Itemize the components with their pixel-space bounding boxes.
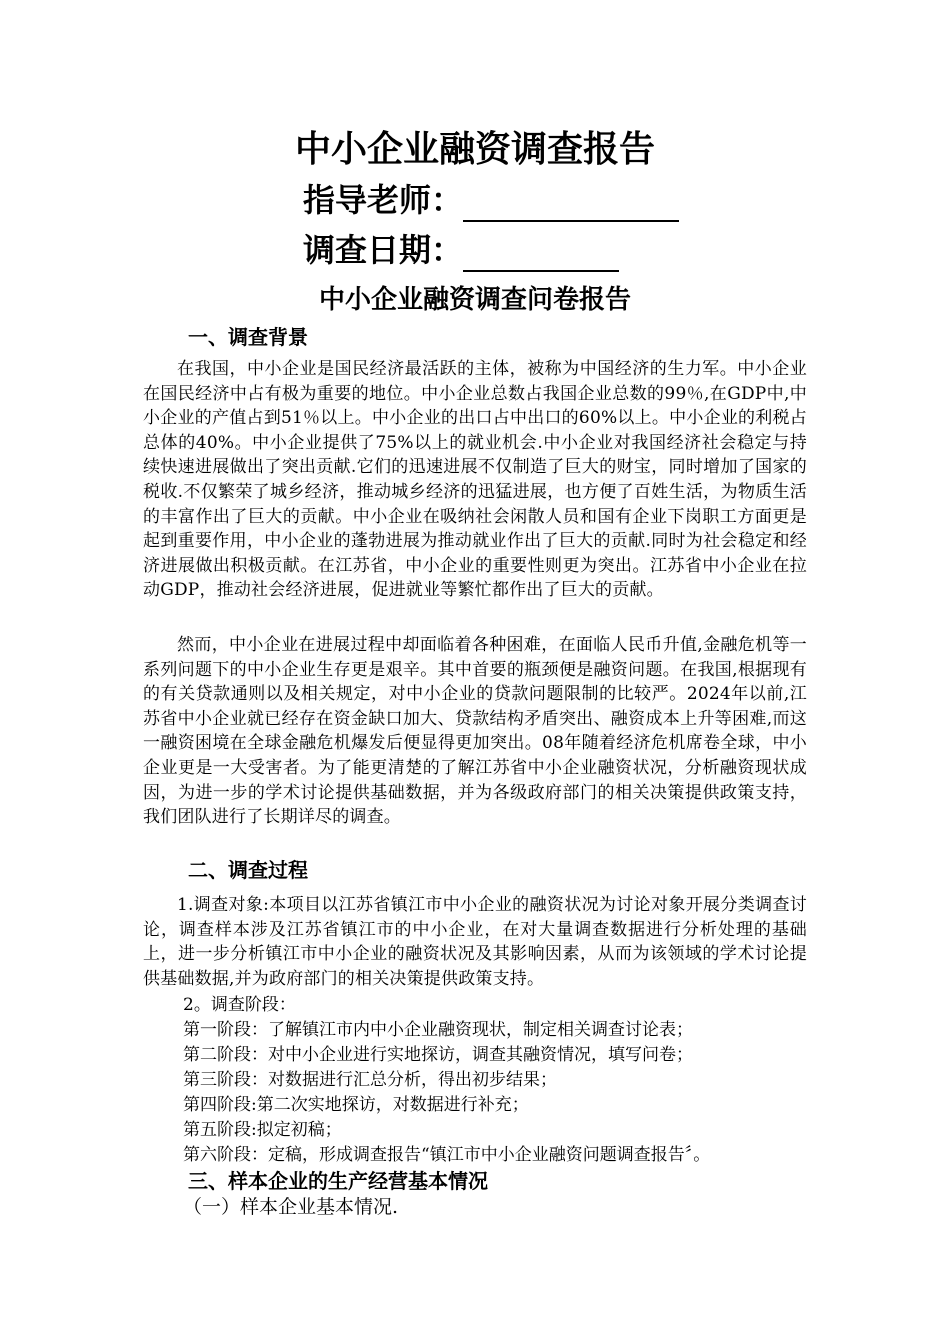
section-heading-samples: 三、样本企业的生产经营基本情况 xyxy=(188,1169,488,1193)
stages-label: 2。调查阶段： xyxy=(183,995,296,1015)
advisor-line xyxy=(303,178,679,222)
process-paragraph-1: 1.调查对象:本项目以江苏省镇江市中小企业的融资状况为讨论对象开展分类调查讨论，调查样本涉及江苏省镇江市的中小企业，在对大量调查数据进行分析处理的基础上，进一步分析镇江市中小企业的融资状况及其影响因素，从而为该领域的学术讨论提供基础数据,并为政府部门的相关决策提供政策支持。 xyxy=(143,895,807,989)
stage-item: 第一阶段：了解镇江市内中小企业融资现状，制定相关调查讨论表； xyxy=(183,1020,693,1040)
stage-item: 第四阶段:第二次实地探访，对数据进行补充； xyxy=(183,1095,529,1115)
document-title: 中小企业融资调查报告 xyxy=(294,129,655,170)
stage-item: 第六阶段：定稿，形成调查报告“镇江市中小企业融资问题调查报告〞。 xyxy=(183,1145,711,1165)
background-paragraph-2: 然而，中小企业在进展过程中却面临着各种困难，在面临人民币升值,金融危机等一系列问题下的中小企业生存更是艰辛。其中首要的瓶颈便是融资问题。在我国,根据现有的有关贷款通则以及相关规定，对中小企业的贷款问题限制的比较严。2024年以前,江苏省中小企业就已经存在资金缺口加大、贷款结构矛盾突出、融资成本上升等困难,而这一融资困境在全球金融危机爆发后便显得更加突出。08年随着经济危机席卷全球，中小企业更是一大受害者。为了能更清楚的了解江苏省中小企业融资状况，分析融资现状成因，为进一步的学术讨论提供基础数据，并为各级政府部门的相关决策提供政策支持，我们团队进行了长期详尽的调查。 xyxy=(143,635,807,828)
date-line xyxy=(303,228,619,272)
date-blank xyxy=(463,232,619,272)
background-paragraph-1: 在我国，中小企业是国民经济最活跃的主体，被称为中国经济的生力军。中小企业在国民经济中占有极为重要的地位。中小企业总数占我国企业总数的99％,在GDP中,中小企业的产值占到51％以上。中小企业的出口占中出口的60%以上。中小企业的利税占总体的40%。中小企业提供了75%以上的就业机会.中小企业对我国经济社会稳定与持续快速进展做出了突出贡献.它们的迅速进展不仅制造了巨大的财宝，同时增加了国家的税收.不仅繁荣了城乡经济，推动城乡经济的迅猛进展，也方便了百姓生活，为物质生活的丰富作出了巨大的贡献。中小企业在吸纳社会闲散人员和国有企业下岗职工方面更是起到重要作用，中小企业的蓬勃进展为推动就业作出了巨大的贡献.同时为社会稳定和经济进展做出积极贡献。在江苏省，中小企业的重要性则更为突出。江苏省中小企业在拉动GDP，推动社会经济进展，促进就业等繁忙都作出了巨大的贡献。 xyxy=(143,359,807,601)
section-heading-process: 二、调查过程 xyxy=(188,858,308,882)
stage-item: 第三阶段：对数据进行汇总分析，得出初步结果； xyxy=(183,1070,557,1090)
advisor-label: 指导老师： xyxy=(303,181,464,219)
stage-item: 第五阶段:拟定初稿； xyxy=(183,1120,342,1140)
date-label: 调查日期： xyxy=(303,231,464,269)
advisor-blank xyxy=(463,182,679,222)
document-subtitle: 中小企业融资调查问卷报告 xyxy=(318,285,631,315)
subsection-heading: （一）样本企业基本情况. xyxy=(183,1196,399,1218)
stage-item: 第二阶段：对中小企业进行实地探访，调查其融资情况，填写问卷； xyxy=(183,1045,693,1065)
section-heading-background: 一、调查背景 xyxy=(188,325,308,349)
